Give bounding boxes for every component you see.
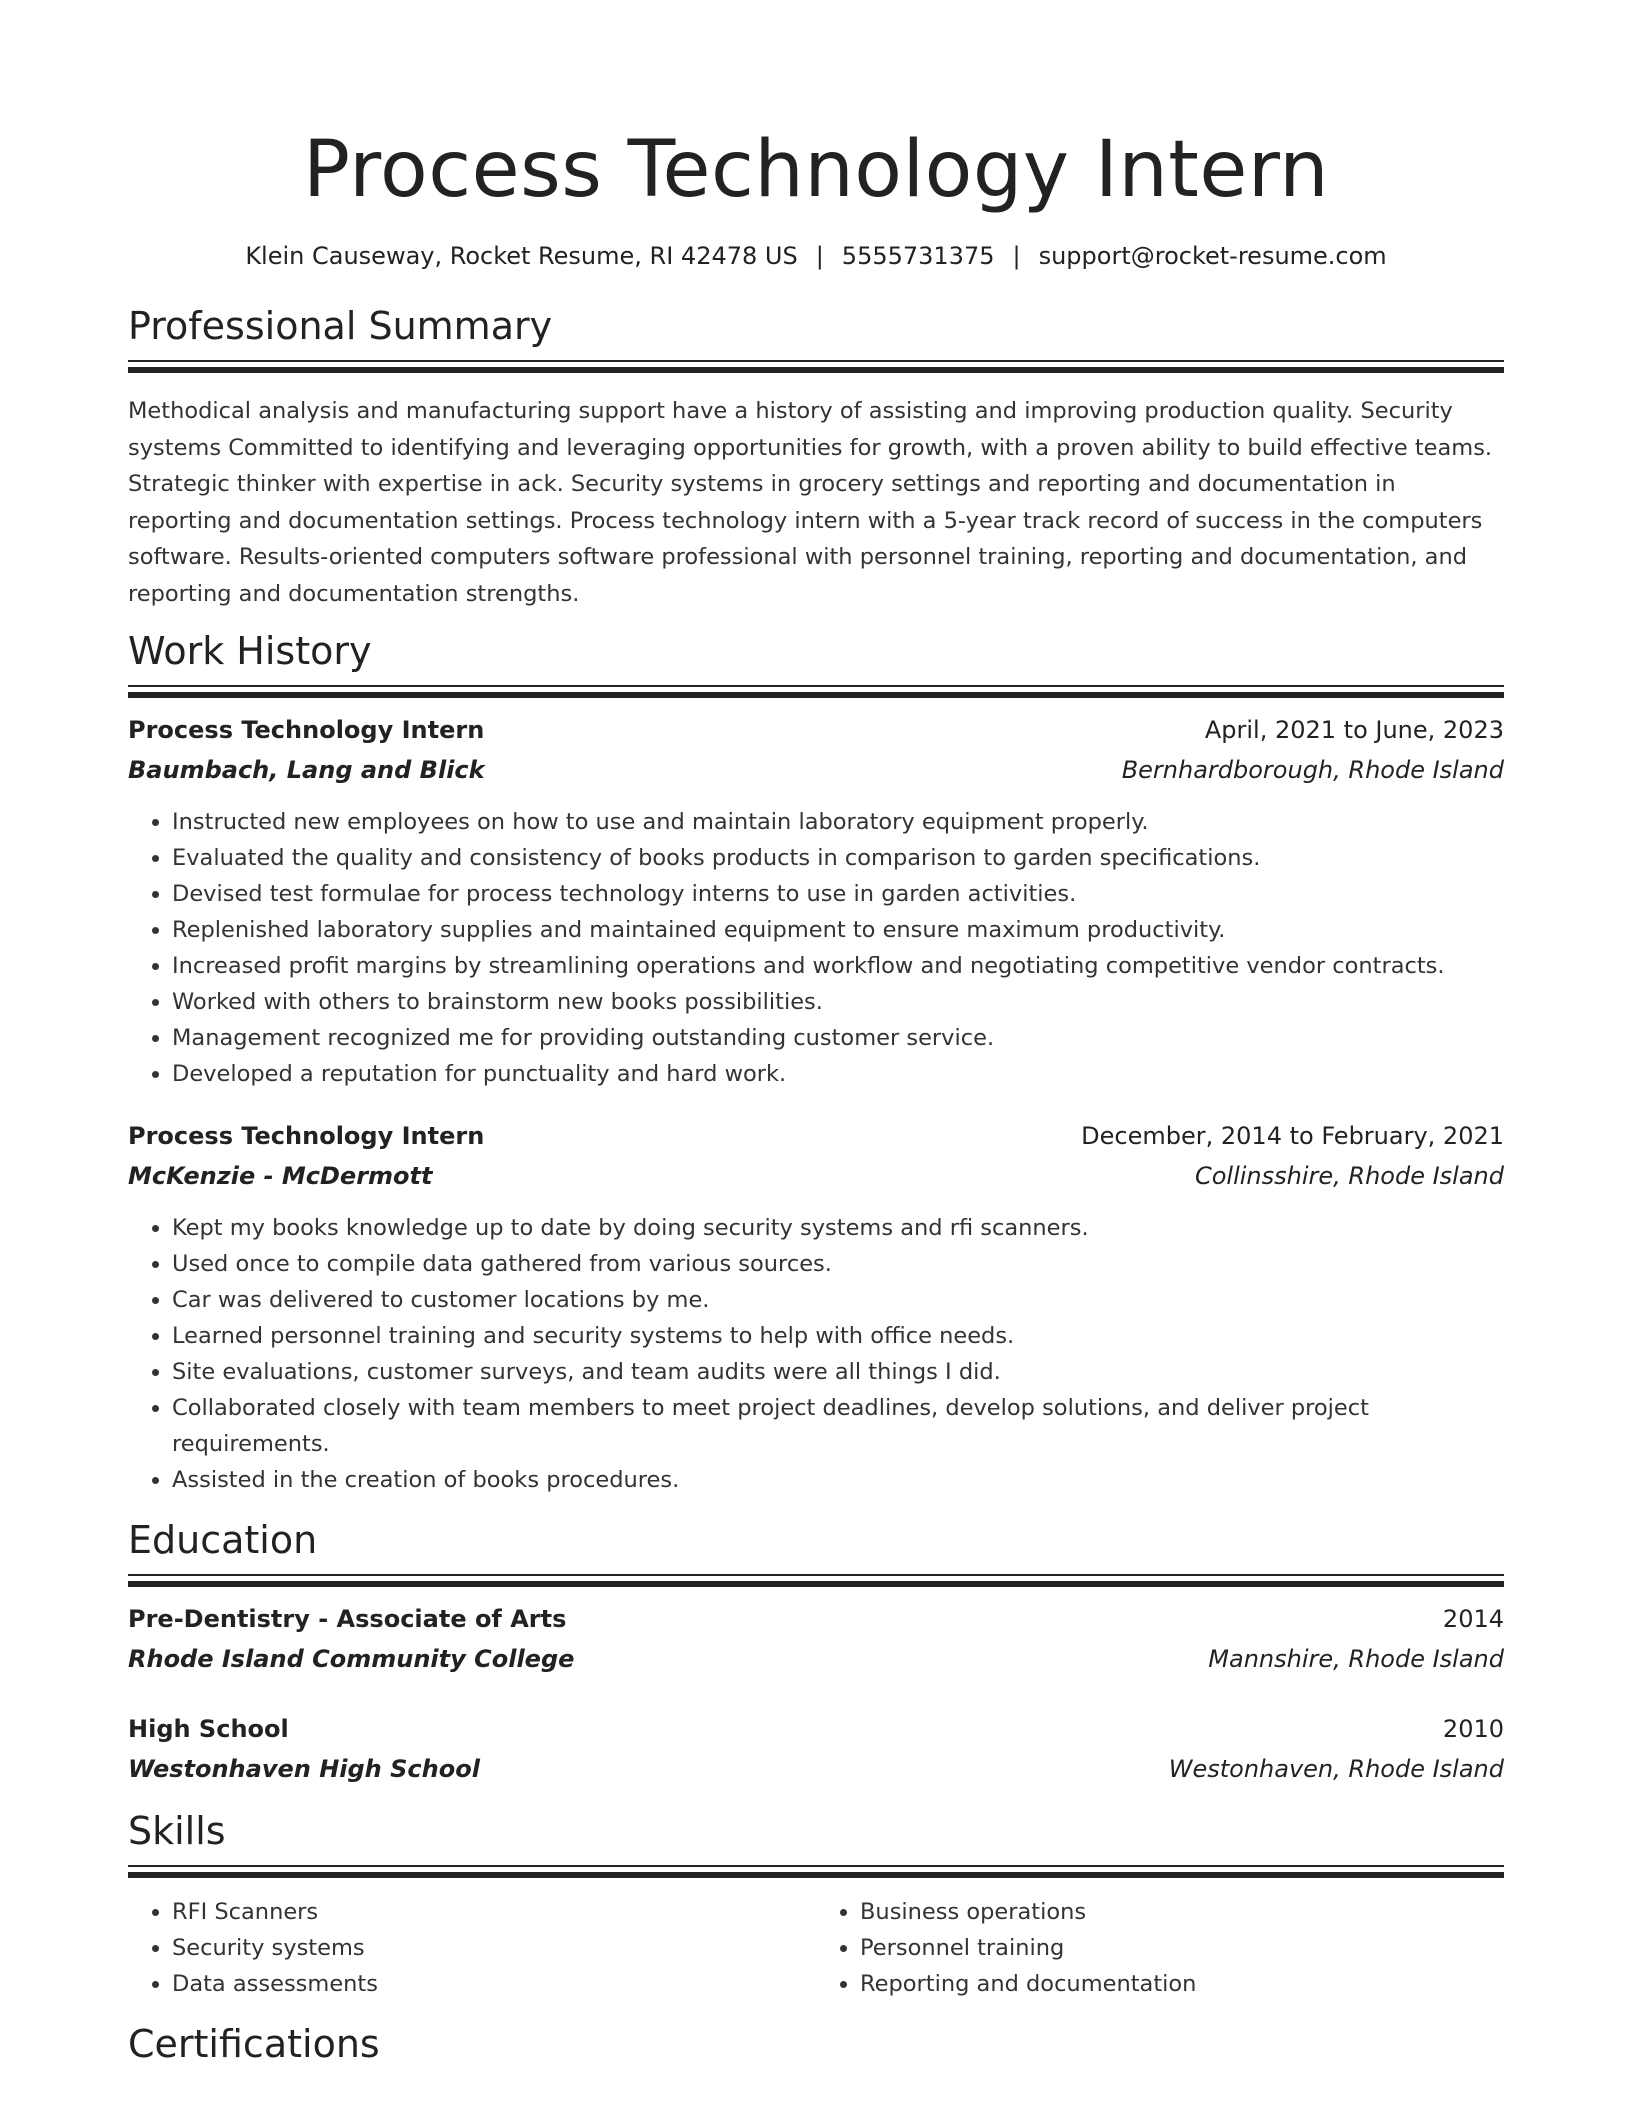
section-title-certifications: Certifications <box>128 2022 380 2066</box>
job-bullet: • Collaborated closely with team members to meet project deadlines, develop solutions, and deliver project requirements. <box>172 1390 1504 1462</box>
section-title-education: Education <box>128 1518 318 1562</box>
job-bullet: • Used once to compile data gathered from various sources. <box>172 1246 1504 1282</box>
education-degree: Pre-Dentistry - Associate of Arts <box>128 1605 567 1633</box>
job-bullet: • Learned personnel training and security systems to help with office needs. <box>172 1318 1504 1354</box>
job-bullet: • Instructed new employees on how to use and maintain laboratory equipment properly. <box>172 804 1504 840</box>
education-header-row <box>128 1709 1504 1749</box>
skills-columns <box>128 1894 1504 2002</box>
job-bullet: • Car was delivered to customer locations by me. <box>172 1282 1504 1318</box>
skill-item: • Business operations <box>860 1894 1504 1930</box>
job-company-row <box>128 750 1504 790</box>
job-dates: December, 2014 to February, 2021 <box>1081 1122 1504 1150</box>
job-bullet-list <box>128 804 1504 1092</box>
job-bullet: • Management recognized me for providing outstanding customer service. <box>172 1020 1504 1056</box>
education-entry <box>128 1709 1504 1789</box>
education-school-row <box>128 1639 1504 1679</box>
education-year: 2010 <box>1442 1715 1504 1743</box>
work-history-section <box>128 627 1504 1498</box>
section-rule-thin <box>128 1574 1504 1576</box>
education-school: Rhode Island Community College <box>128 1645 575 1673</box>
contact-separator: | <box>815 242 824 270</box>
section-rule-thin <box>128 360 1504 362</box>
section-rule-thick <box>128 692 1504 698</box>
skill-item: • RFI Scanners <box>172 1894 816 1930</box>
section-title-skills: Skills <box>128 1809 226 1853</box>
education-section <box>128 1516 1504 1789</box>
job-dates: April, 2021 to June, 2023 <box>1204 716 1504 744</box>
skills-list-right <box>816 1894 1504 2002</box>
resume-page <box>128 0 1504 2068</box>
job-entry <box>128 1116 1504 1498</box>
education-location: Mannshire, Rhode Island <box>1208 1645 1504 1673</box>
education-school: Westonhaven High School <box>128 1755 480 1783</box>
job-bullet: • Increased profit margins by streamlining operations and workflow and negotiating competitive vendor contracts. <box>172 948 1504 984</box>
job-company: McKenzie - McDermott <box>128 1162 433 1190</box>
job-bullet: • Worked with others to brainstorm new books possibilities. <box>172 984 1504 1020</box>
section-title-work-history: Work History <box>128 629 372 673</box>
certifications-section <box>128 2020 1504 2068</box>
job-location: Collinsshire, Rhode Island <box>1194 1162 1504 1190</box>
education-degree: High School <box>128 1715 289 1743</box>
job-location: Bernhardborough, Rhode Island <box>1121 756 1504 784</box>
job-header-row <box>128 710 1504 750</box>
education-school-row <box>128 1749 1504 1789</box>
job-bullet: • Evaluated the quality and consistency of books products in comparison to garden specifications. <box>172 840 1504 876</box>
job-bullet: • Kept my books knowledge up to date by doing security systems and rfi scanners. <box>172 1210 1504 1246</box>
summary-section <box>128 302 1504 612</box>
skills-section <box>128 1807 1504 2002</box>
job-bullet: • Devised test formulae for process technology interns to use in garden activities. <box>172 876 1504 912</box>
education-location: Westonhaven, Rhode Island <box>1168 1755 1504 1783</box>
job-bullet: • Replenished laboratory supplies and maintained equipment to ensure maximum productivity. <box>172 912 1504 948</box>
skill-item: • Personnel training <box>860 1930 1504 1966</box>
job-bullet: • Assisted in the creation of books procedures. <box>172 1462 1504 1498</box>
contact-phone: 5555731375 <box>841 242 995 270</box>
education-entry <box>128 1599 1504 1679</box>
job-title: Process Technology Intern <box>128 1122 485 1150</box>
section-rule-thin <box>128 1865 1504 1867</box>
job-header-row <box>128 1116 1504 1156</box>
section-rule-thick <box>128 367 1504 373</box>
job-entry <box>128 710 1504 1092</box>
skill-item: • Security systems <box>172 1930 816 1966</box>
summary-text: Methodical analysis and manufacturing support have a history of assisting and improving production quality. Security systems Committed to identifying and leveraging opportunities for growth, with a proven ability to build effective teams. Strategic thinker with expertise in ack. Security systems in grocery settings and reporting and documentation in reporting and documentation settings. Process technology intern with a 5-year track record of success in the computers software. Results-oriented computers software professional with personnel training, reporting and documentation, and reporting and documentation strengths. <box>128 398 1493 607</box>
job-bullet: • Site evaluations, customer surveys, and team audits were all things I did. <box>172 1354 1504 1390</box>
contact-email: support@rocket-resume.com <box>1038 242 1387 270</box>
education-header-row <box>128 1599 1504 1639</box>
contact-address: Klein Causeway, Rocket Resume, RI 42478 US <box>245 242 798 270</box>
job-bullet-list <box>128 1210 1504 1498</box>
skill-item: • Data assessments <box>172 1966 816 2002</box>
education-year: 2014 <box>1442 1605 1504 1633</box>
job-company-row <box>128 1156 1504 1196</box>
resume-name: Process Technology Intern <box>302 125 1330 215</box>
job-bullet: • Developed a reputation for punctuality and hard work. <box>172 1056 1504 1092</box>
contact-separator: | <box>1012 242 1021 270</box>
section-rule-thick <box>128 1581 1504 1587</box>
job-title: Process Technology Intern <box>128 716 485 744</box>
section-rule-thin <box>128 685 1504 687</box>
skills-list-left <box>128 1894 816 2002</box>
contact-line <box>128 240 1504 272</box>
skill-item: • Reporting and documentation <box>860 1966 1504 2002</box>
job-company: Baumbach, Lang and Blick <box>128 756 485 784</box>
section-rule-thick <box>128 1872 1504 1878</box>
section-title-summary: Professional Summary <box>128 304 553 348</box>
